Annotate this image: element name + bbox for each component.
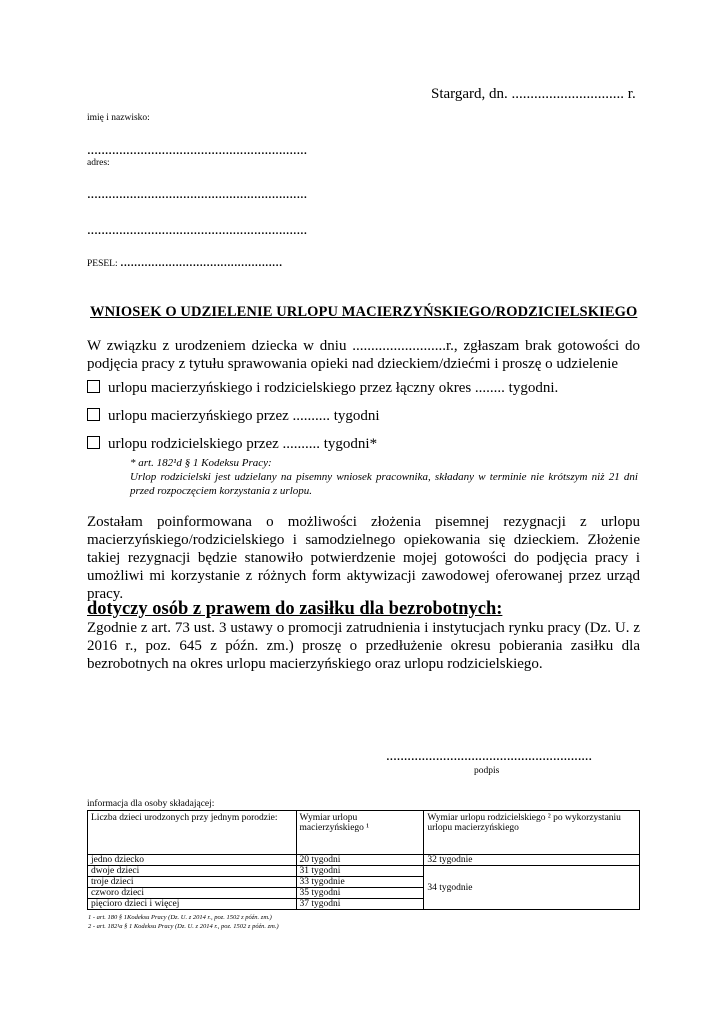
option-maternity[interactable]: [87, 408, 380, 425]
cell-maternity: 33 tygodnie: [296, 877, 424, 888]
place-date: Stargard, dn. .............................. r.: [431, 86, 636, 102]
footnote-ref: * art. 182¹d § 1 Kodeksu Pracy:: [130, 457, 272, 469]
cell-maternity: 31 tygodni: [296, 866, 424, 877]
unemployed-heading: dotyczy osób z prawem do zasiłku dla bezrobotnych:: [87, 599, 503, 619]
cell-maternity: 35 tygodni: [296, 888, 424, 899]
table-note-1: 1 - art. 180 § 1Kodeksu Pracy (Dz. U. z 2014 r., poz. 1502 z późn. zm.): [88, 914, 272, 921]
signature-line[interactable]: ..........................................................: [386, 748, 592, 764]
cell-children: dwoje dzieci: [88, 866, 297, 877]
header-maternity: Wymiar urlopu macierzyńskiego ¹: [296, 811, 424, 855]
name-label: imię i nazwisko:: [87, 113, 150, 123]
cell-parental: 32 tygodnie: [424, 855, 640, 866]
signature-label: podpis: [474, 766, 500, 776]
checkbox-maternity[interactable]: [87, 408, 100, 421]
intro-paragraph: W związku z urodzeniem dziecka w dniu .........................r., zgłaszam brak gotowości do podjęcia pracy z tytułu sprawowania opieki nad dzieckiem/dziećmi i proszę o udzielenie: [87, 338, 640, 372]
cell-maternity: 37 tygodni: [296, 899, 424, 910]
table-note-2: 2 - art. 182¹a § 1 Kodeksu Pracy (Dz. U. z 2014 r., poz. 1502 z późn. zm.): [88, 923, 279, 930]
pesel-label: PESEL:: [87, 259, 118, 269]
pesel-field[interactable]: ...............................................: [120, 254, 283, 270]
name-field[interactable]: ..............................................................: [87, 142, 308, 158]
footnote-text: Urlop rodzicielski jest udzielany na pisemny wniosek pracownika, składany w terminie nie krótszym niż 21 dni przed rozpoczęciem korzystania z urlopu.: [130, 471, 638, 497]
cell-parental-merged: 34 tygodnie: [424, 866, 640, 910]
checkbox-combined[interactable]: [87, 380, 100, 393]
checkbox-parental[interactable]: [87, 436, 100, 449]
address-field-2[interactable]: ..............................................................: [87, 222, 308, 238]
cell-children: troje dzieci: [88, 877, 297, 888]
option-parental-label: urlopu rodzicielskiego przez .......... tygodni*: [108, 436, 378, 452]
cell-maternity: 20 tygodni: [296, 855, 424, 866]
address-label: adres:: [87, 158, 110, 168]
cell-children: jedno dziecko: [88, 855, 297, 866]
page-title: WNIOSEK O UDZIELENIE URLOPU MACIERZYŃSKIEGO/RODZICIELSKIEGO: [90, 304, 638, 320]
unemployed-paragraph: Zgodnie z art. 73 ust. 3 ustawy o promocji zatrudnienia i instytucjach rynku pracy (Dz. U. z 2016 r., poz. 645 z późn. zm.) proszę o przedłużenie okresu pobierania zasiłku dla bezrobotnych na okres urlopu macierzyńskiego oraz urlopu rodzicielskiego.: [87, 620, 640, 672]
cell-children: czworo dzieci: [88, 888, 297, 899]
option-parental[interactable]: [87, 436, 377, 453]
header-parental: Wymiar urlopu rodzicielskiego ² po wykorzystaniu urlopu macierzyńskiego: [424, 811, 640, 855]
option-combined-label: urlopu macierzyńskiego i rodzicielskiego przez łączny okres ........ tygodni.: [108, 380, 559, 396]
leave-table: [87, 810, 640, 910]
table-caption: informacja dla osoby składającej:: [87, 799, 215, 809]
option-combined[interactable]: [87, 380, 558, 397]
header-children: Liczba dzieci urodzonych przy jednym porodzie:: [88, 811, 297, 855]
table-header-row: [88, 811, 640, 855]
option-maternity-label: urlopu macierzyńskiego przez .......... tygodni: [108, 408, 380, 424]
table-row: [88, 855, 640, 866]
table-row: [88, 866, 640, 877]
info-paragraph: Zostałam poinformowana o możliwości złożenia pisemnej rezygnacji z urlopu macierzyńskiego/rodzicielskiego i samodzielnego opiekowania się dzieckiem. Złożenie takiej rezygnacji będzie stanowiło potwierdzenie mojej gotowości do podjęcia pracy i umożliwi mi korzystanie z różnych form aktywizacji zawodowej oferowanej przez urząd pracy.: [87, 514, 640, 602]
cell-children: pięcioro dzieci i więcej: [88, 899, 297, 910]
address-field-1[interactable]: ..............................................................: [87, 186, 308, 202]
